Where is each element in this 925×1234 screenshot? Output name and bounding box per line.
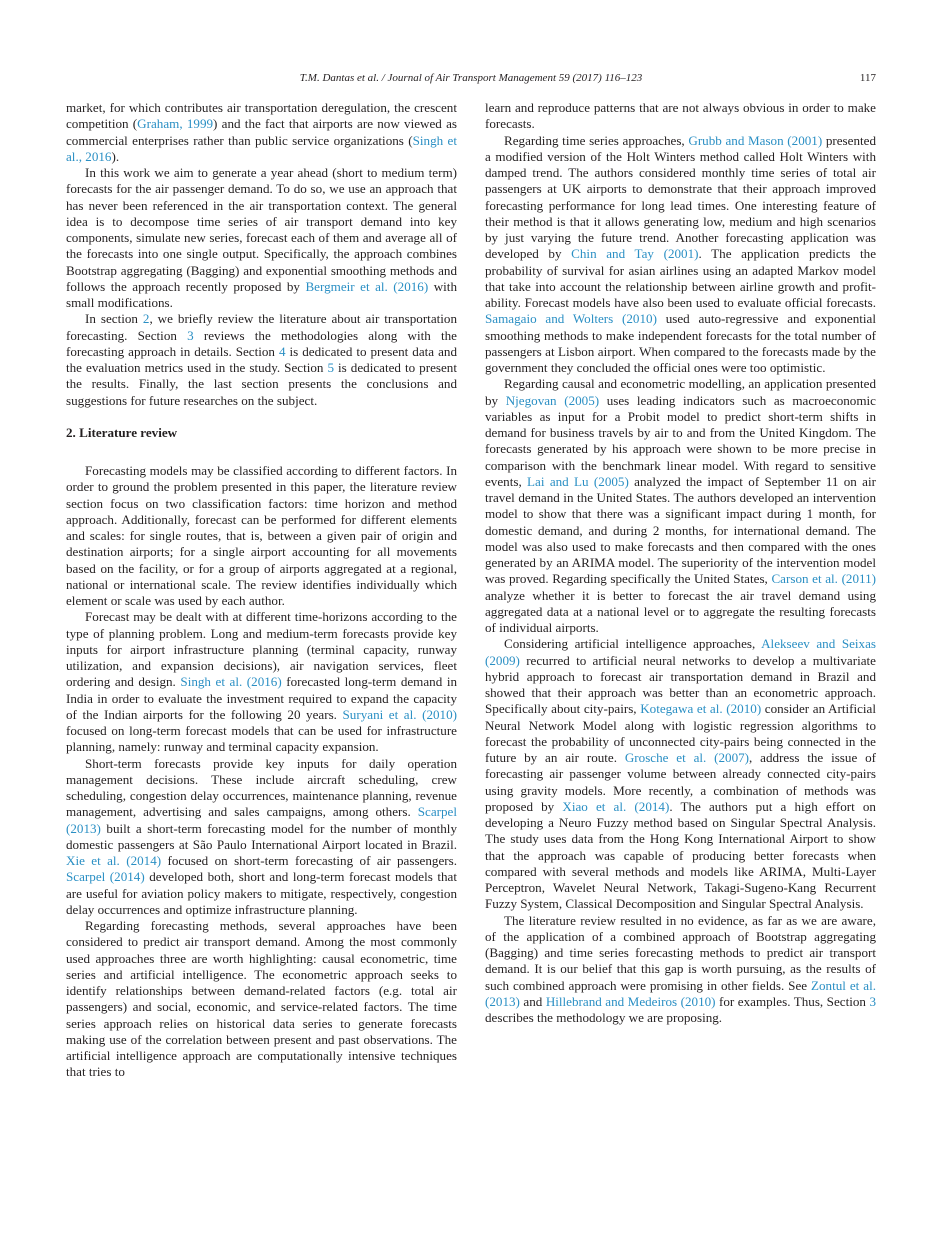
section-link[interactable]: 3 bbox=[869, 993, 876, 1009]
page-number: 117 bbox=[859, 72, 876, 84]
citation-link[interactable]: Xiao et al. (2014) bbox=[562, 798, 670, 814]
citation-link[interactable]: Zontul et al. (2013) bbox=[485, 977, 876, 1009]
citation-link[interactable]: Scarpel (2014) bbox=[66, 869, 145, 885]
citation-link[interactable]: Carson et al. (2011) bbox=[771, 571, 876, 587]
section-heading-literature-review: 2. Literature review bbox=[66, 424, 178, 440]
paragraph: Short-term forecasts provide key inputs for daily operation management decisions. These include aircraft scheduling, crew scheduling, congestion delay occurrences, maintenance planning, revenue management, advertising and sales campaigns, among others. Scarpel (2013) built a short-term forecasting model for the number of monthly domestic passengers at São Paulo International Airport located in Brazil. Xie et al. (2014) focused on short-term forecasting of air passengers. Scarpel (2014) developed both, short and long-term forecast models that are useful for aviation policy makers to mitigate, respectively, congestion delay occurrences and optimize infrastructure planning. bbox=[66, 755, 457, 917]
citation-link[interactable]: Samagaio and Wolters (2010) bbox=[485, 311, 657, 327]
citation-link[interactable]: Chin and Tay (2001) bbox=[571, 246, 699, 262]
journal-citation: T.M. Dantas et al. / Journal of Air Transport Management 59 (2017) 116–123 bbox=[299, 72, 643, 84]
left-column bbox=[66, 100, 457, 1081]
citation-link[interactable]: Hillebrand and Medeiros (2010) bbox=[545, 993, 716, 1009]
citation-link[interactable]: Singh et al., 2016 bbox=[66, 132, 458, 164]
section-link[interactable]: 5 bbox=[327, 360, 335, 375]
citation-link[interactable]: Grubb and Mason (2001) bbox=[688, 132, 823, 148]
paragraph: market, for which contributes air transportation deregulation, the crescent competition (Graham, 1999) and the fact that airports are now viewed as commercial enterprises rather than public service organizations (Singh et al., 2016). bbox=[66, 100, 458, 164]
paragraph: Forecasting models may be classified according to different factors. In order to ground the problem presented in this paper, the literature review section focus on two classification factors: time horizon and method approach. Additionally, forecast can be performed for different elements and scales: for single routes, that is, between a given pair of origin and destination airports; for a single airport accounting for all movements based on the facility, or for a group of airports aggregated at a regional, national or international scale. The review identifies individually which element or scale was used by each author. bbox=[66, 463, 457, 608]
paragraph: Regarding time series approaches, Grubb and Mason (2001) presented a modified version of the Holt Winters method called Holt Winters with damped trend. The authors considered monthly time series of total air passengers at UK airports to demonstrate that their approach improved forecasting performance for long lead times. One interesting feature of their method is that it allows generating low, medium and high scenarios by just varying the future trend. Another forecasting application was developed by Chin and Tay (2001). The application predicts the probability of survival for asian airlines using an adapted Markov model that take into account the relationship between airline growth and profitability. Forecast models have also been used to evaluate official forecasts. Samagaio and Wolters (2010) used auto-regressive and exponential smoothing methods to make independent forecasts for the total number of passengers at Lisbon airport. When compared to the forecasts made by the government they concluded the official ones were too optimistic. bbox=[485, 132, 877, 375]
citation-link[interactable]: Singh et al. (2016) bbox=[180, 674, 282, 690]
paragraph: Regarding causal and econometric modelling, an application presented by Njegovan (2005) uses leading indicators such as macroeconomic variables as input for a Probit model to predict short-term shifts in demand for business travels by air to and from the United Kingdom. The forecasts generated by his approach were shown to be more precise in comparison with the benchmark linear model. With regard to sensitive events, Lai and Lu (2005) analyzed the impact of September 11 on air travel demand in the United States. The authors developed an intervention model to show that there was a significant impact during 1 month, for domestic demand, and during 2 months, for international demand. The model was also used to make forecasts and then compared with the ones generated by an ARIMA model. The superiority of the intervention model was proved. Regarding specifically the United States, Carson et al. (2011) analyze whether it is better to forecast the air travel demand using aggregated data at a national level or to aggregate the resulting forecasts of individual airports. bbox=[485, 376, 876, 635]
citation-link[interactable]: Lai and Lu (2005) bbox=[527, 473, 629, 489]
paragraph: The literature review resulted in no evidence, as far as we are aware, of the application of a combined approach of Bootstrap aggregating (Bagging) and time series forecasting methods to predict air transport demand. It is our belief that this gap is worth pursuing, as the results of such combined approach were promising in other fields. See Zontul et al. (2013) and Hillebrand and Medeiros (2010) for examples. Thus, Section 3 describes the methodology we are proposing. bbox=[485, 912, 876, 1025]
section-link[interactable]: 4 bbox=[278, 343, 286, 359]
paragraph: In section 2, we briefly review the literature about air transportation forecasting. Section 3 reviews the methodologies along with the forecasting approach in details. Section 4 is dedicated to present data and the evaluation metrics used in the study. Section 5 is dedicated to present the results. Finally, the last section presents the conclusions and suggestions for future researches on the subject. bbox=[66, 311, 457, 408]
paragraph: In this work we aim to generate a year ahead (short to medium term) forecasts for the air passenger demand. To do so, we use an approach that has never been referenced in the air transportation context. The general idea is to decompose time series of air transport demand into key components, simulate new series, forecast each of them and average all of the forecasts into one single output. Specifically, the approach combines Bootstrap aggregating (Bagging) and exponential smoothing methods and follows the approach recently proposed by Bergmeir et al. (2016) with small modifications. bbox=[66, 165, 457, 310]
citation-link[interactable]: Bergmeir et al. (2016) bbox=[305, 278, 429, 294]
citation-link[interactable]: Alekseev and Seixas (2009) bbox=[485, 636, 877, 668]
section-link[interactable]: 2 bbox=[142, 311, 150, 327]
citation-link[interactable]: Suryani et al. (2010) bbox=[342, 706, 457, 722]
citation-link[interactable]: Graham, 1999 bbox=[137, 116, 214, 132]
citation-link[interactable]: Xie et al. (2014) bbox=[66, 853, 162, 868]
citation-link[interactable]: Njegovan (2005) bbox=[505, 392, 600, 408]
right-column bbox=[485, 100, 876, 1026]
citation-link[interactable]: Grosche et al. (2007) bbox=[624, 750, 750, 765]
paragraph: Forecast may be dealt with at different time-horizons according to the type of planning problem. Long and medium-term forecasts provide key inputs for airport infrastructure planning (terminal capacity, runway utilization, and expansion decisions), air navigation services, fleet ordering and design. Singh et al. (2016) forecasted long-term demand in India in order to evaluate the investment required to expand the capacity of the Indian airports for the following 20 years. Suryani et al. (2010) focused on long-term forecast models that can be used for infrastructure planning, namely: runway and terminal capacity expansion. bbox=[66, 609, 458, 755]
citation-link[interactable]: Kotegawa et al. (2010) bbox=[640, 701, 762, 717]
paragraph: Considering artificial intelligence approaches, Alekseev and Seixas (2009) recurred to artificial neural networks to develop a multivariate hybrid approach to forecast air transportation demand in Brazil and showed that their approach was better than an econometric approach. Specifically about city-pairs, Kotegawa et al. (2010) consider an Artificial Neural Network Model along with logistic regression algorithms to forecast the probability of unconnected city-pairs being connected in the future by an air route. Grosche et al. (2007), address the issue of forecasting air passenger volume between already connected city-pairs using gravity models. More recently, a combination of methods was proposed by Xiao et al. (2014). The authors put a high effort on developing a Neuro Fuzzy method based on Singular Spectral Analysis. The study uses data from the Hong Kong International Airport to show that the approach was capable of producing better forecasts when compared with several methods and models like ARIMA, Multi-Layer Perceptron, Wavelet Neural Network, Takagi-Sugeno-Kang Recurrent Fuzzy System, Classical Decomposition and Singular Spectral Analysis. bbox=[485, 636, 877, 912]
paragraph: Regarding forecasting methods, several approaches have been considered to predict air transport demand. Among the most commonly used approaches three are worth highlighting: causal econometric, time series and artificial intelligence. The econometric approach seeks to identify relationships between demand-related factors (e.g. total air passengers) and social, economic, and service-related factors. The time series approach relies on historical data series to generate forecasts making use of the correlation between present and past observations. The artificial intelligence approach are computationally intensive techniques that tries to bbox=[66, 918, 457, 1080]
paragraph: learn and reproduce patterns that are not always obvious in order to make forecasts. bbox=[485, 100, 876, 132]
citation-link[interactable]: Scarpel (2013) bbox=[66, 804, 457, 836]
running-head bbox=[66, 72, 876, 84]
section-link[interactable]: 3 bbox=[187, 327, 194, 343]
